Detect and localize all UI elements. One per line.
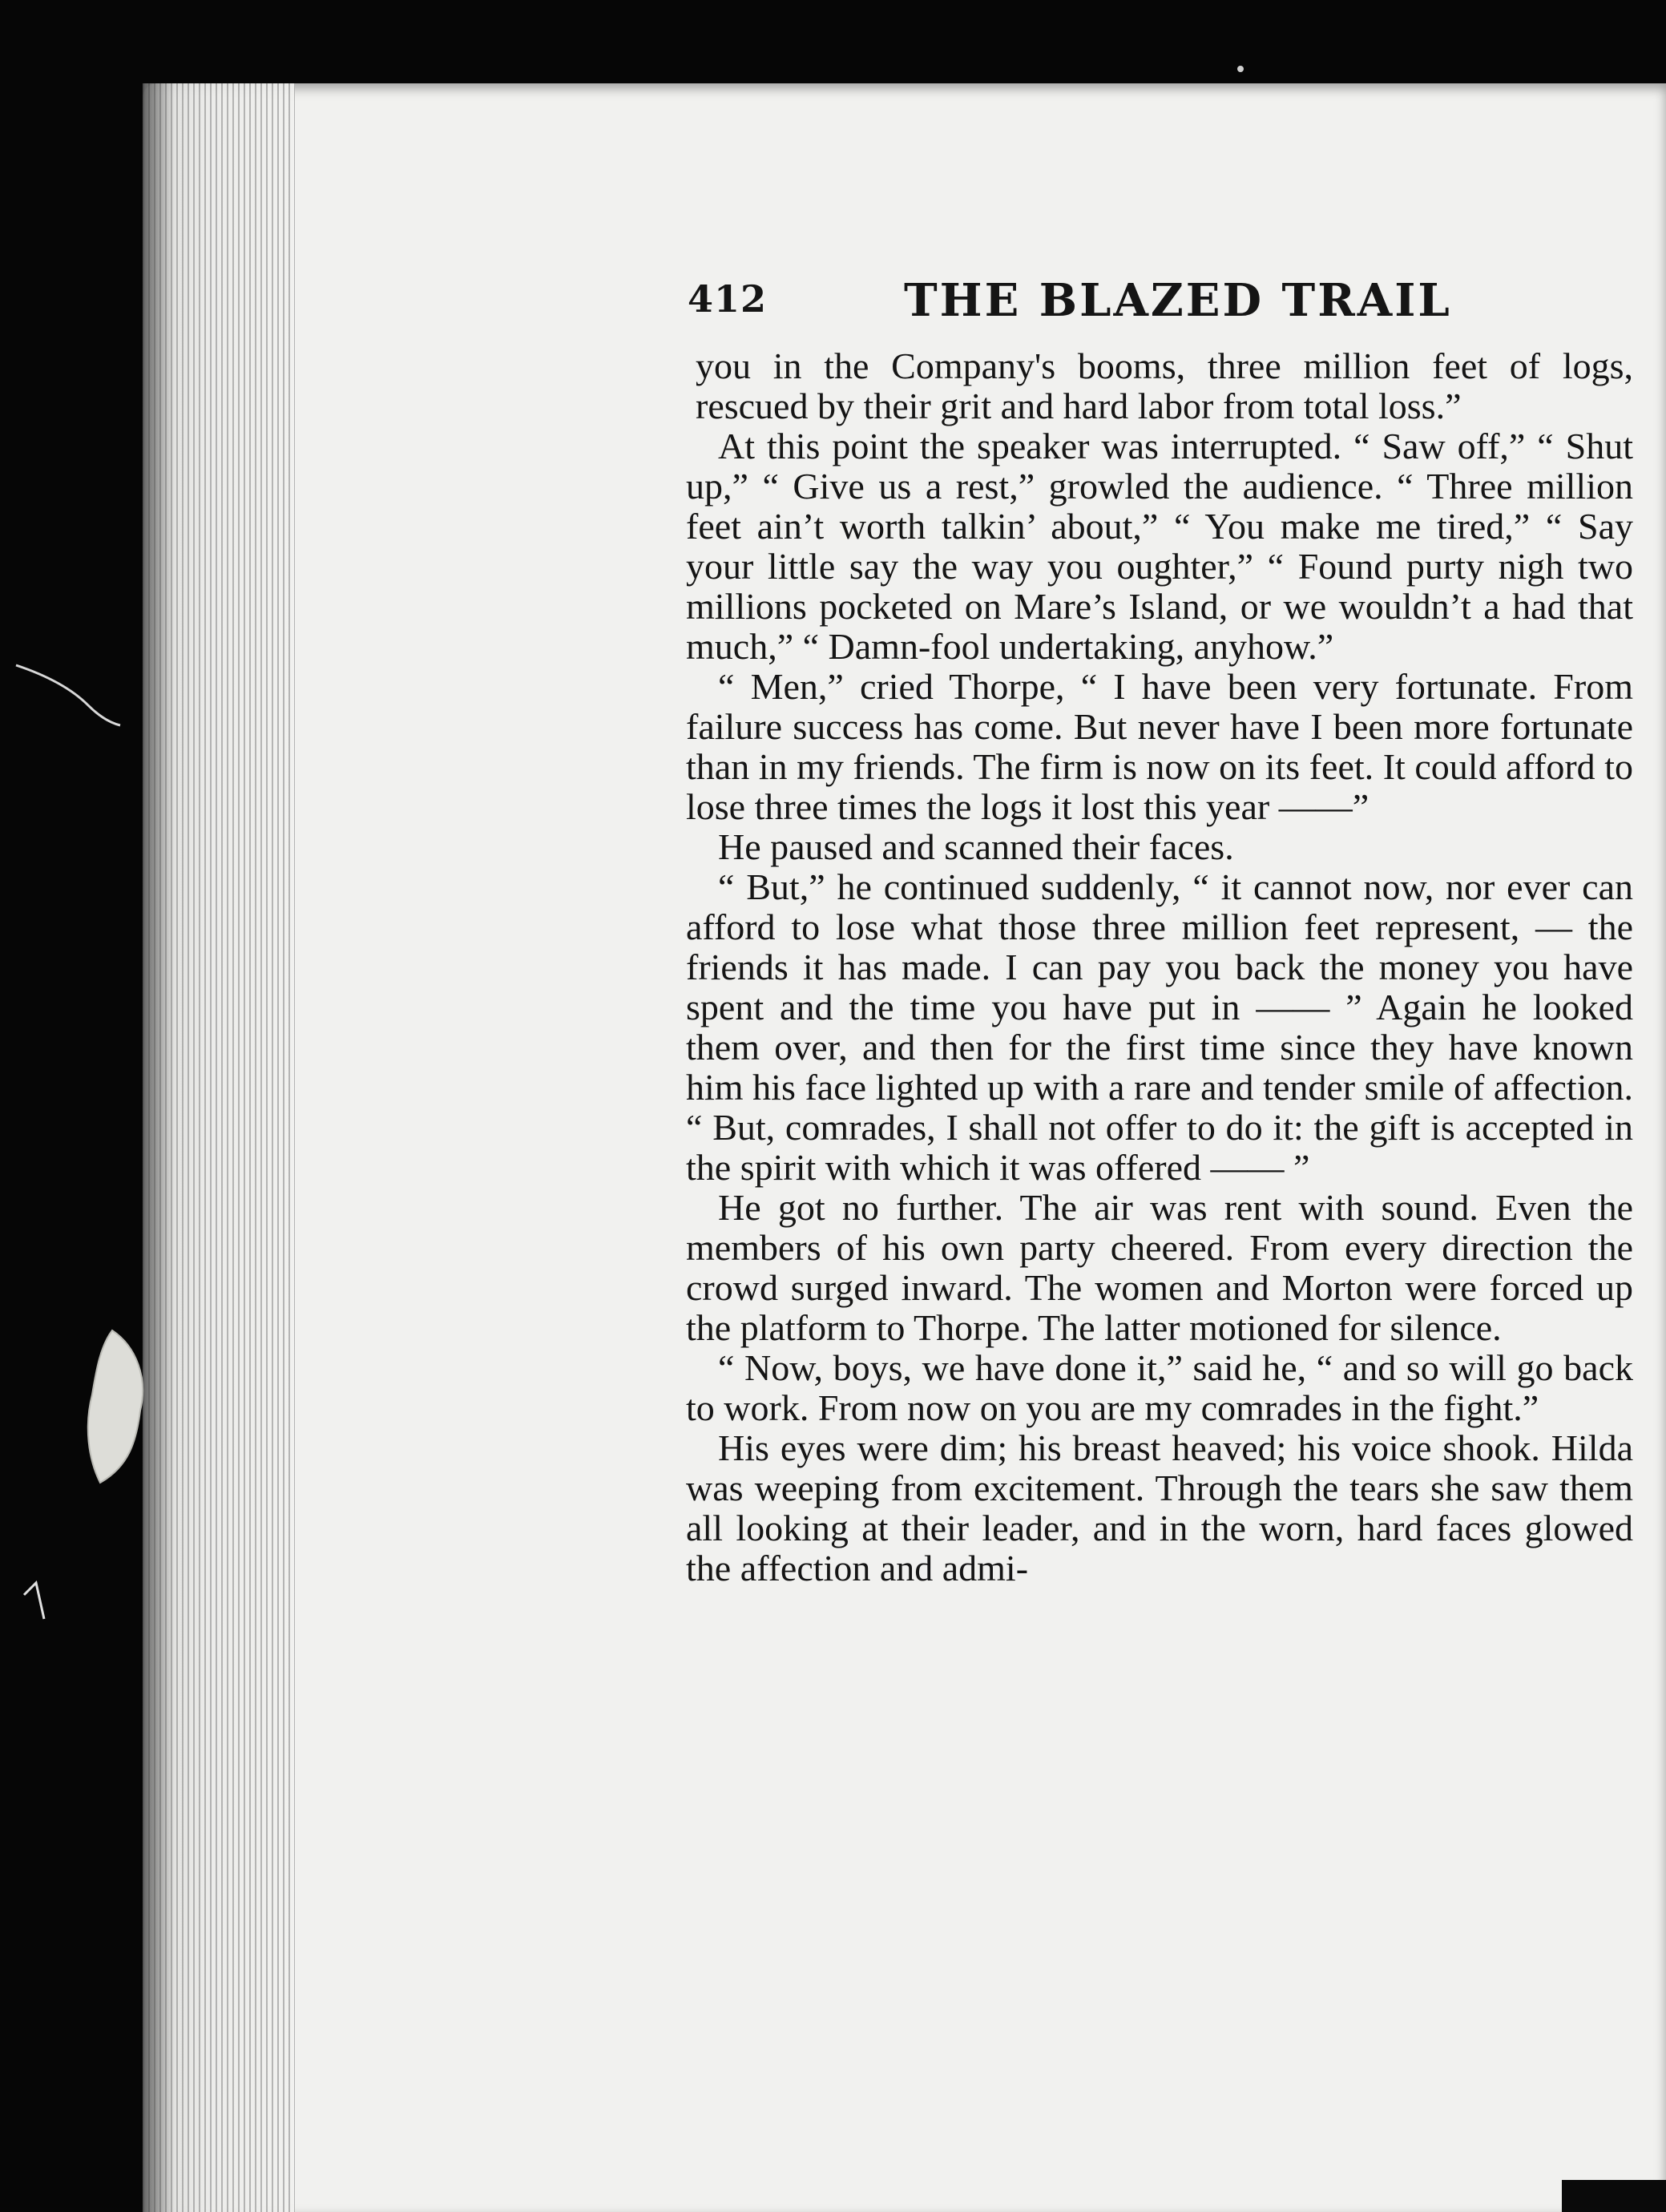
spine-shadow xyxy=(143,83,175,2212)
paragraph: “ Now, boys, we have done it,” said he, “ and so will go back to work. From now on you are my comrades in the fight.” xyxy=(686,1347,1633,1428)
paragraph: He paused and scanned their faces. xyxy=(718,826,1234,867)
scan-border xyxy=(1562,2180,1666,2212)
paper-tear xyxy=(80,1322,160,1499)
running-header xyxy=(672,261,1633,333)
paragraph: “ But,” he continued suddenly, “ it cannot now, nor ever can afford to lose what those three million feet represent, — the friends it has made. I can pay you back the money you have spent and the time you have put in —— ” Again he looked them over, and then for the first time since they have known him his face lighted up with a rare and tender smile of affection. “ But, comrades, I shall not offer to do it: the gift is accepted in the spirit with which it was offered —— ” xyxy=(686,866,1633,1188)
paragraph: “ Men,” cried Thorpe, “ I have been very fortunate. From failure success has come. But never have I been more fortunate than in my friends. The firm is now on its feet. It could afford to lose three times the logs it lost this year ——” xyxy=(686,666,1633,827)
paragraph: His eyes were dim; his breast heaved; his voice shook. Hilda was weeping from excitement. Through the tears she saw them all looking at their leader, and in the worn, hard faces glowed the affection and admi- xyxy=(686,1427,1633,1588)
paragraph: At this point the speaker was interrupted. “ Saw off,” “ Shut up,” “ Give us a rest,” growled the audience. “ Three million feet ain’t worth talkin’ about,” “ You make me tired,” “ Say your little say the way you oughter,” “ Found purty nigh two millions pocketed on Mare’s Island, or we wouldn’t a had that much,” “ Damn-fool undertaking, anyhow.” xyxy=(686,426,1633,667)
book-title: THE BLAZED TRAIL xyxy=(904,274,1452,327)
paragraph: you in the Company's booms, three million feet of logs, rescued by their grit and hard labor from total loss.” xyxy=(696,345,1633,426)
paragraph: He got no further. The air was rent with sound. Even the members of his own party cheered. From every direction the crowd surged inward. The women and Morton were forced up the platform to Thorpe. The latter motioned for silence. xyxy=(686,1187,1633,1348)
page-number: 412 xyxy=(688,277,768,321)
page-text-block xyxy=(672,261,1633,1588)
